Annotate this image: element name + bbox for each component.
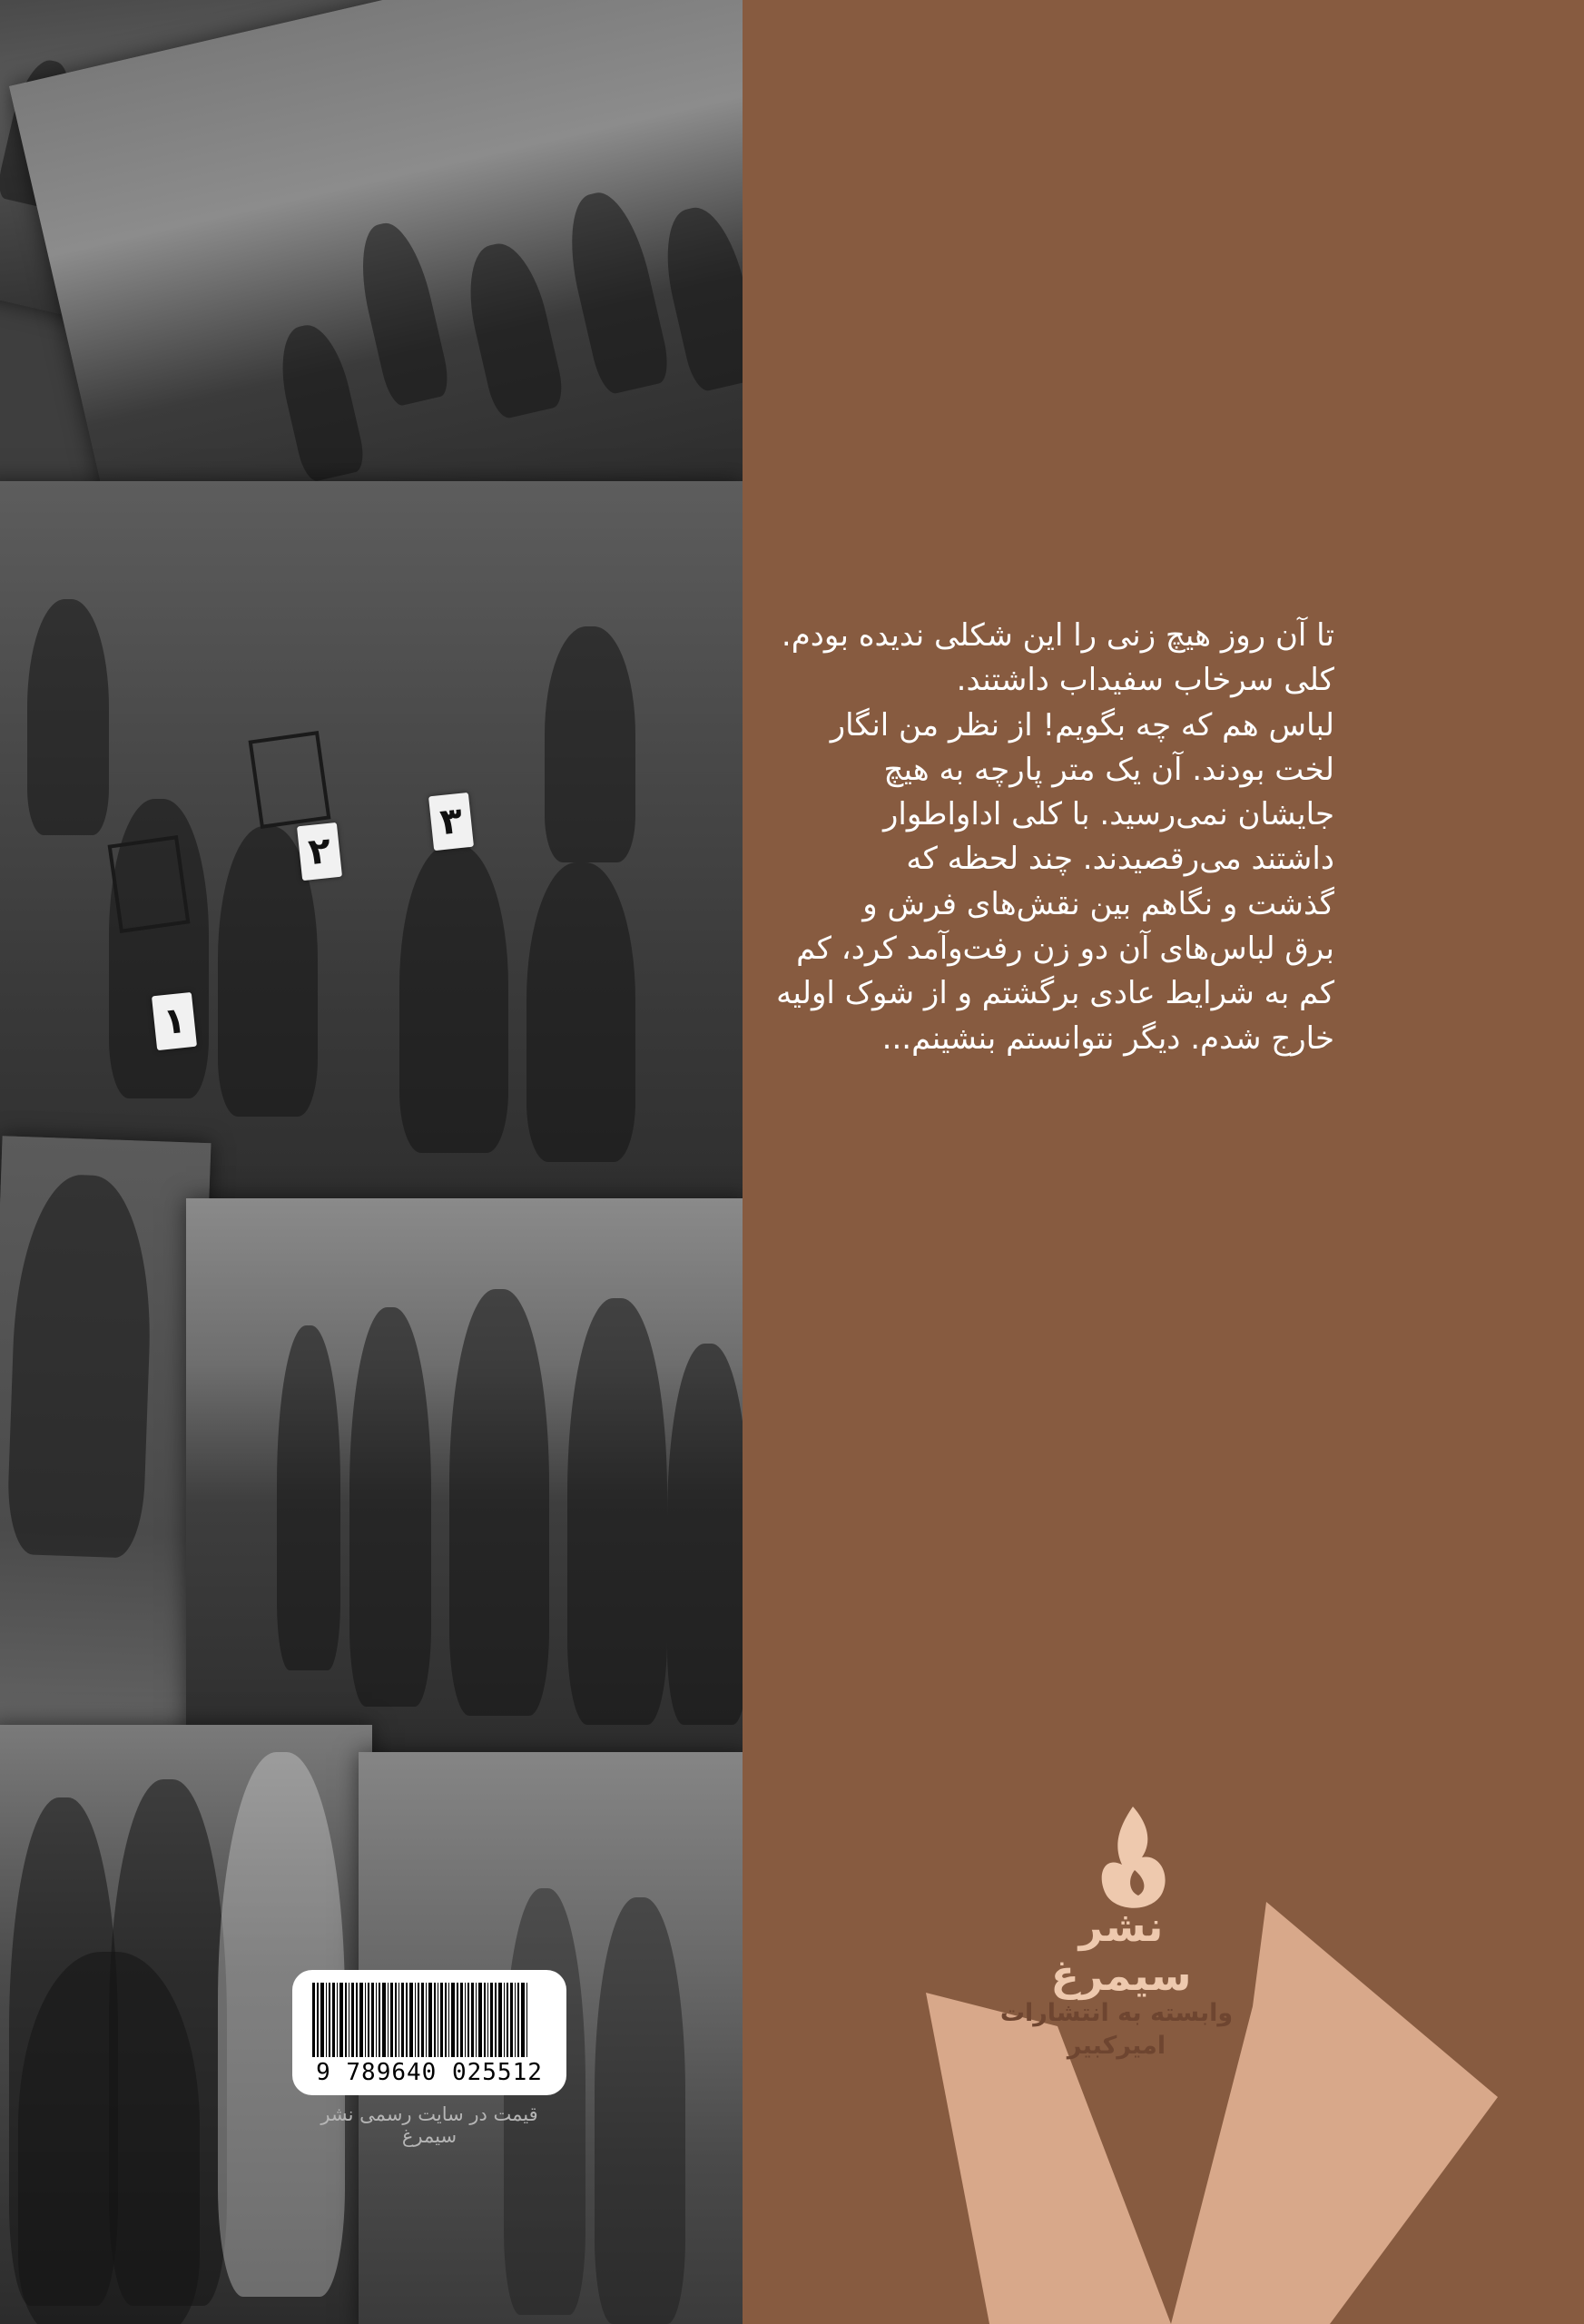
photo-collage [0, 0, 743, 2324]
collage-photo-group-portrait [0, 481, 743, 1198]
blurb-line: خارج شدم. دیگر نتوانستم بنشینم... [881, 1019, 1334, 1057]
collage-photo-young-man [0, 1136, 211, 1797]
barcode-bars [312, 1983, 548, 2057]
publisher-affiliation-line: امیرکبیر [1067, 2032, 1166, 2060]
publisher-affiliation-line: وابسته به انتشارات [999, 1999, 1234, 2027]
blurb-line: داشتند می‌رقصیدند. چند لحظه که [906, 841, 1334, 878]
blurb-line: برق لباس‌های آن دو زن رفت‌وآمد کرد، کم [796, 931, 1334, 968]
price-note: قیمت در سایت رسمی نشر سیمرغ [320, 2103, 538, 2147]
blurb-line: کلی سرخاب سفیداب داشتند. [956, 662, 1334, 699]
blurb-line: تا آن روز هیچ زنی را این شکلی ندیده بودم. [781, 617, 1334, 654]
collage-photo-lineup [186, 1198, 743, 1752]
back-cover-blurb [776, 614, 1334, 1061]
photo-number-tag: ۲ [297, 822, 342, 881]
isbn-barcode [292, 1970, 566, 2095]
highlight-frame [249, 731, 331, 829]
photo-number-tag: ۱ [152, 992, 197, 1050]
blurb-line: کم به شرایط عادی برگشتم و از شوک اولیه [776, 975, 1334, 1012]
publisher-name: نشر سیمرغ [1050, 1902, 1192, 2000]
blurb-line: لخت بودند. آن یک متر پارچه به هیچ [883, 751, 1334, 788]
barcode-digits: 9 789640 025512 [316, 2059, 543, 2086]
publisher-affiliation [994, 1997, 1239, 2063]
blurb-line: گذشت و نگاهم بین نقش‌های فرش و [862, 885, 1334, 922]
blurb-line: لباس هم که چه بگویم! از نظر من انگار [830, 706, 1334, 743]
highlight-frame [108, 835, 191, 933]
photo-number-tag: ۳ [428, 793, 474, 851]
blurb-line: جایشان نمی‌رسید. با کلی اداواطوار [882, 796, 1334, 833]
